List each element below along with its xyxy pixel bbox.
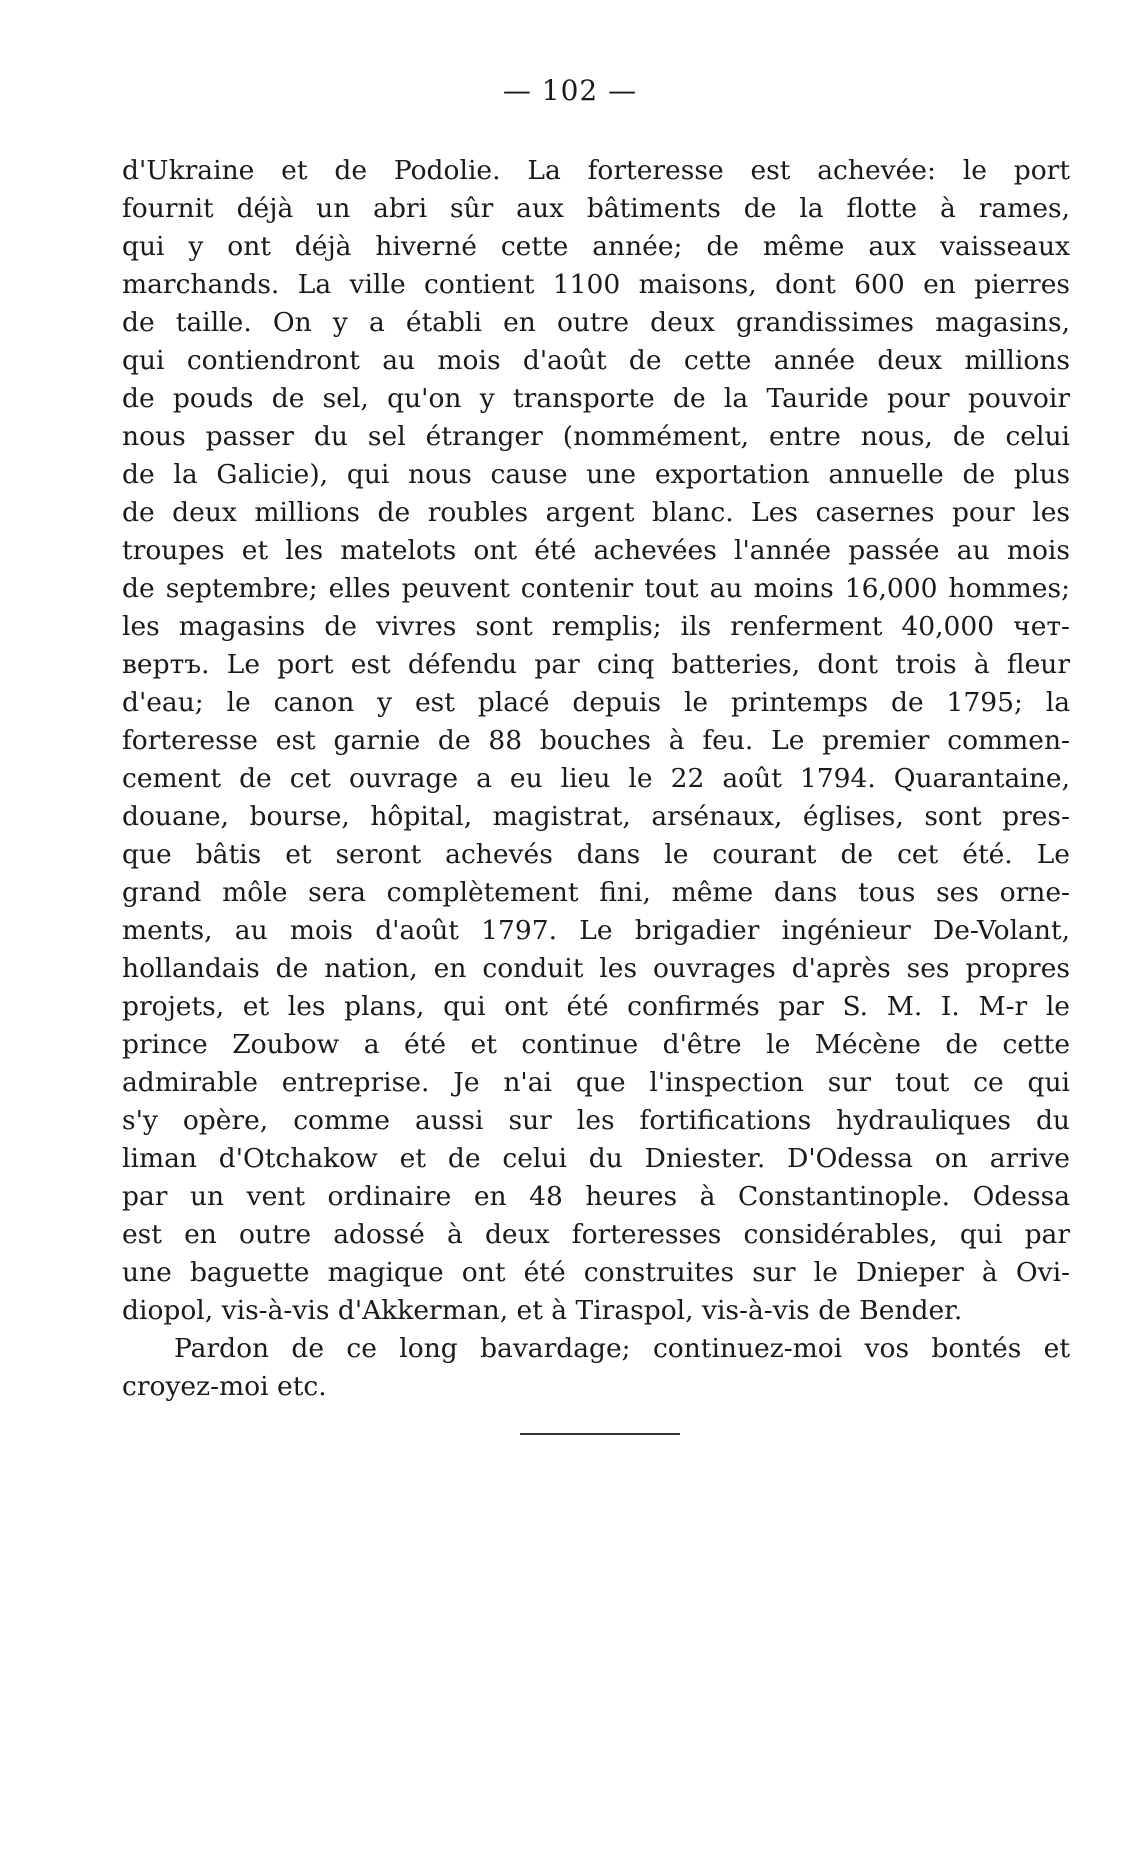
text-line: s'y opère, comme aussi sur les fortifications hydrauliques du: [122, 1105, 1070, 1136]
body-text: [122, 152, 1070, 1406]
text-line: par un vent ordinaire en 48 heures à Constantinople. Odessa: [122, 1181, 1070, 1212]
text-line: d'eau; le canon y est placé depuis le printemps de 1795; la: [122, 687, 1070, 718]
text-line: qui y ont déjà hiverné cette année; de même aux vaisseaux: [122, 231, 1070, 262]
text-line: une baguette magique ont été construites sur le Dnieper à Ovi-: [122, 1257, 1070, 1288]
text-line: de septembre; elles peuvent contenir tout au moins 16,000 hommes;: [122, 573, 1070, 604]
end-rule: [520, 1433, 680, 1435]
text-line: que bâtis et seront achevés dans le courant de cet été. Le: [122, 839, 1070, 870]
text-line: diopol, vis-à-vis d'Akkerman, et à Tiraspol, vis-à-vis de Bender.: [122, 1295, 963, 1326]
text-line: hollandais de nation, en conduit les ouvrages d'après ses propres: [122, 953, 1070, 984]
text-line: croyez-moi etc.: [122, 1371, 327, 1402]
text-line: grand môle sera complètement fini, même dans tous ses orne-: [122, 877, 1070, 908]
text-line: projets, et les plans, qui ont été confirmés par S. M. I. M-r le: [122, 991, 1070, 1022]
text-line: Pardon de ce long bavardage; continuez-moi vos bontés et: [174, 1333, 1070, 1364]
text-line: forteresse est garnie de 88 bouches à feu. Le premier commen-: [122, 725, 1070, 756]
text-line: admirable entreprise. Je n'ai que l'inspection sur tout ce qui: [122, 1067, 1070, 1098]
text-line: nous passer du sel étranger (nommément, entre nous, de celui: [122, 421, 1070, 452]
text-line: marchands. La ville contient 1100 maisons, dont 600 en pierres: [122, 269, 1070, 300]
text-line: de deux millions de roubles argent blanc. Les casernes pour les: [122, 497, 1070, 528]
text-line: cement de cet ouvrage a eu lieu le 22 août 1794. Quarantaine,: [122, 763, 1070, 794]
text-line: est en outre adossé à deux forteresses considérables, qui par: [122, 1219, 1070, 1250]
text-line: les magasins de vivres sont remplis; ils renferment 40,000 чет-: [122, 611, 1070, 642]
text-line: fournit déjà un abri sûr aux bâtiments de la flotte à rames,: [122, 193, 1070, 224]
text-line: вертъ. Le port est défendu par cinq batteries, dont trois à fleur: [122, 649, 1070, 680]
text-line: liman d'Otchakow et de celui du Dniester. D'Odessa on arrive: [122, 1143, 1070, 1174]
text-line: de taille. On y a établi en outre deux grandissimes magasins,: [122, 307, 1070, 338]
text-line: d'Ukraine et de Podolie. La forteresse est achevée: le port: [122, 155, 1070, 186]
text-line: ments, au mois d'août 1797. Le brigadier ingénieur De-Volant,: [122, 915, 1070, 946]
text-line: de la Galicie), qui nous cause une exportation annuelle de plus: [122, 459, 1070, 490]
text-line: de pouds de sel, qu'on y transporte de la Tauride pour pouvoir: [122, 383, 1070, 414]
text-line: prince Zoubow a été et continue d'être le Mécène de cette: [122, 1029, 1070, 1060]
page-number: — 102 —: [502, 74, 638, 107]
text-line: qui contiendront au mois d'août de cette année deux millions: [122, 345, 1070, 376]
text-line: troupes et les matelots ont été achevées l'année passée au mois: [122, 535, 1070, 566]
text-line: douane, bourse, hôpital, magistrat, arsénaux, églises, sont pres-: [122, 801, 1070, 832]
